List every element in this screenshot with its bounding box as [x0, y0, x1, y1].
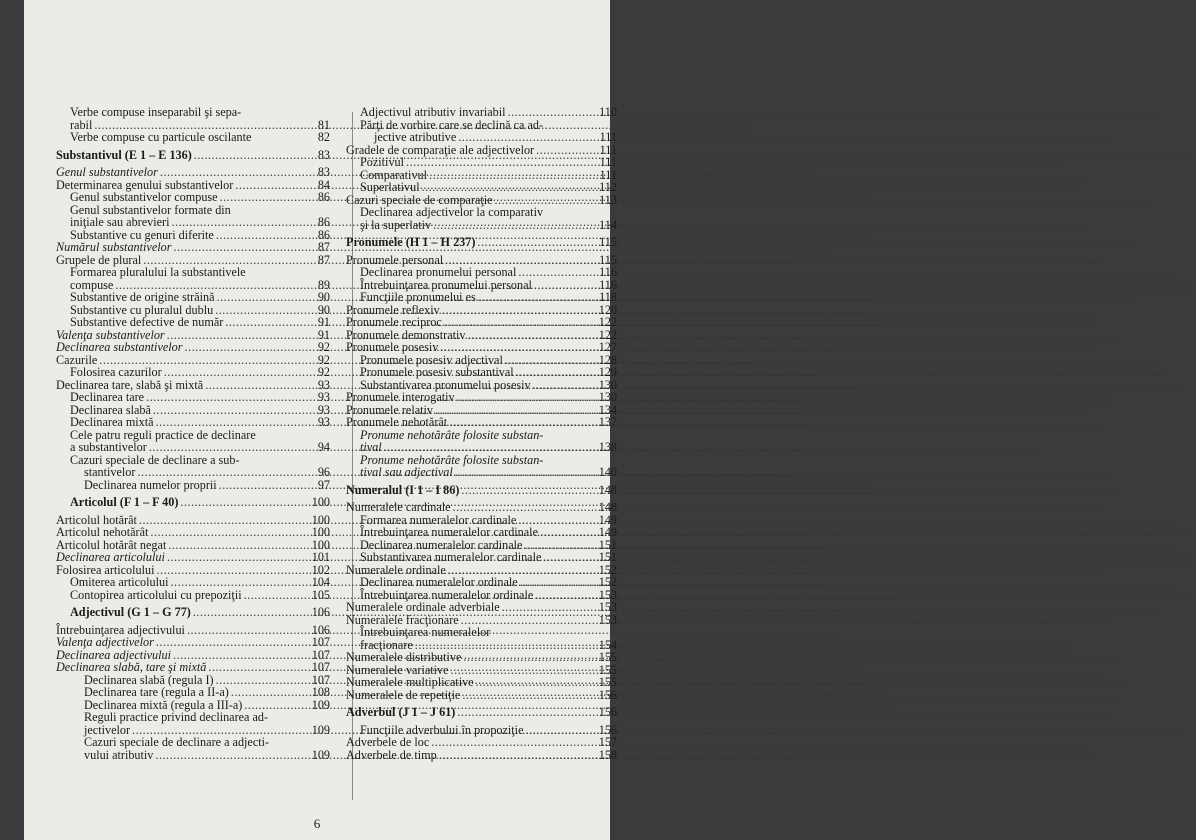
toc-entry: [346, 501, 617, 514]
toc-page-number: 93: [317, 415, 330, 429]
toc-entry: [56, 131, 330, 144]
toc-entry-title: Pronumele personal: [346, 252, 444, 267]
toc-page-number: 89: [317, 277, 330, 292]
toc-entry: [56, 291, 330, 304]
toc-entry-title: Numeralele variative: [346, 662, 449, 677]
toc-entry-continued: Verbe compuse inseparabil şi sepa-: [70, 105, 242, 119]
toc-entry-title: Pozitivul: [360, 155, 405, 169]
toc-entry-continued: Cazuri speciale de declinare a adjecti-: [84, 735, 270, 749]
toc-page-number: 109: [311, 697, 330, 712]
toc-entry-title: Grupele de plural: [56, 252, 142, 267]
toc-page-number: 112: [599, 180, 617, 194]
toc-entry: [56, 686, 330, 699]
toc-page-number: 140: [598, 465, 617, 479]
toc-page-number: 96: [317, 465, 330, 479]
toc-entry-title: tival sau adjectival: [360, 465, 453, 479]
toc-entry-title: Adverbele de loc: [346, 735, 430, 749]
toc-entry-title: Pronumele posesiv adjectival: [360, 352, 503, 367]
toc-entry-title: compuse: [70, 277, 114, 292]
toc-entry: [56, 316, 330, 329]
toc-page-number: 153: [598, 600, 617, 614]
toc-entry: [56, 526, 330, 539]
toc-page-number: 92: [317, 365, 330, 379]
toc-entry: [346, 181, 617, 194]
toc-entry-title: Numeralele fracţionare: [346, 612, 459, 627]
toc-entry-continued: Declinarea adjectivelor la comparativ: [360, 205, 544, 219]
dot-leader: [478, 291, 597, 304]
toc-page-number: 93: [317, 377, 330, 392]
toc-page-number: 111: [599, 130, 617, 144]
toc-entry-title: Determinarea genului substantivelor: [56, 177, 234, 192]
toc-page-number: 120: [598, 302, 617, 317]
toc-page-number: 100: [311, 495, 330, 509]
toc-page-number: 148: [598, 482, 617, 497]
toc-entry: [346, 526, 617, 539]
toc-entry-title: Genul substantivelor: [56, 165, 158, 179]
dot-leader: [463, 651, 596, 664]
dot-leader: [217, 291, 310, 304]
toc-entry-title: Pronumele demonstrativ: [346, 327, 466, 342]
toc-entry: [56, 466, 330, 479]
toc-column-left: [56, 106, 330, 761]
toc-page-number: 83: [317, 165, 330, 179]
toc-entry: [56, 341, 330, 354]
dot-leader: [457, 706, 596, 719]
toc-page-number: 152: [598, 575, 617, 589]
dot-leader: [156, 416, 310, 429]
dot-leader: [194, 149, 310, 162]
dot-leader: [518, 266, 597, 279]
toc-page-number: 91: [317, 327, 330, 342]
dot-leader: [476, 676, 597, 689]
toc-entry-title: Declinarea numelor proprii: [84, 477, 217, 492]
toc-entry-title: Declinarea pronumelui personal: [360, 265, 517, 279]
toc-entry-title: Pronumele relativ: [346, 402, 433, 417]
toc-entry-title: Declinarea articolului: [56, 550, 165, 564]
dot-leader: [225, 316, 310, 329]
dot-leader: [170, 576, 309, 589]
toc-entry-title: jectivelor: [84, 722, 131, 737]
toc-entry-title: Pronumele reciproc: [346, 315, 442, 329]
toc-page-number: 110: [599, 105, 617, 119]
toc-entry-title: Întrebuinţarea pronumelui personal: [360, 277, 532, 292]
toc-entry: [56, 551, 330, 564]
toc-entry-title: Articolul hotărât negat: [56, 537, 167, 552]
toc-page-number: 84: [317, 177, 330, 192]
dot-leader: [461, 484, 596, 497]
toc-page-number: 107: [311, 635, 330, 649]
toc-entry-title: Pronumele reflexiv: [346, 302, 440, 317]
toc-page-number: 100: [311, 537, 330, 552]
toc-entry-title: Articolul nehotărât: [56, 525, 149, 539]
book-page: [24, 0, 617, 840]
toc-entry-title: Substantive cu pluralul dublu: [70, 302, 214, 317]
toc-entry-title: Substantivarea pronumelui posesiv: [360, 377, 531, 392]
toc-entry: [346, 366, 617, 379]
toc-page-number: 158: [598, 747, 617, 762]
toc-page-number: 130: [598, 390, 617, 404]
toc-entry: [346, 391, 617, 404]
toc-entry-title: Declinarea substantivelor: [56, 340, 183, 354]
toc-entry-title: Cazurile: [56, 352, 98, 367]
toc-entry-title: Declinarea mixtă (regula a III-a): [84, 697, 243, 712]
toc-entry: [56, 241, 330, 254]
toc-entry-title: Numeralele cardinale: [346, 500, 451, 514]
toc-entry-title: Contopirea articolului cu prepoziţii: [70, 587, 242, 602]
toc-entry-title: Declinarea mixtă: [70, 415, 154, 429]
toc-entry-title: Numeralele ordinale adverbiale: [346, 600, 500, 614]
dot-leader: [439, 749, 597, 762]
toc-entry-title: Adjectivul (G 1 – G 77): [70, 605, 191, 619]
toc-page-number: 157: [598, 735, 617, 749]
toc-page-number: 105: [311, 587, 330, 602]
toc-page-number: 130: [598, 377, 617, 392]
toc-page-number: 109: [311, 722, 330, 737]
toc-entry-continued: Cazuri speciale de declinare a sub-: [70, 452, 240, 467]
dot-leader: [150, 526, 309, 539]
toc-entry: [56, 479, 330, 492]
toc-entry-title: Numeralele ordinale: [346, 562, 446, 577]
dot-leader: [244, 589, 310, 602]
toc-entry-title: Declinarea numeralelor cardinale: [360, 537, 523, 552]
toc-page-number: 93: [317, 390, 330, 404]
dot-leader: [219, 479, 310, 492]
dot-leader: [508, 106, 597, 119]
toc-page-number: 156: [598, 705, 617, 719]
toc-page-number: 97: [317, 477, 330, 492]
dot-leader: [444, 316, 597, 329]
toc-page-number: 101: [311, 550, 330, 564]
toc-page-number: 151: [598, 550, 617, 564]
toc-page-number: 90: [317, 290, 330, 304]
toc-page-number: 113: [599, 192, 617, 207]
dot-leader: [449, 416, 597, 429]
toc-page-number: 91: [317, 315, 330, 329]
toc-entry: [346, 736, 617, 749]
toc-page-number: 137: [598, 415, 617, 429]
toc-page-number: 90: [317, 302, 330, 317]
toc-entry-title: Declinarea numeralelor ordinale: [360, 575, 518, 589]
dot-leader: [164, 366, 310, 379]
toc-entry-title: Funcţiile pronumelui es: [360, 290, 476, 304]
toc-entry: [56, 441, 330, 454]
dot-leader: [180, 496, 309, 509]
toc-section-heading: [346, 706, 617, 719]
toc-page-number: 107: [311, 647, 330, 662]
dot-leader: [477, 236, 597, 249]
toc-page-number: 127: [598, 340, 617, 354]
toc-page-number: 155: [598, 662, 617, 677]
dot-leader: [431, 736, 596, 749]
toc-page-number: 93: [317, 402, 330, 417]
toc-entry: [346, 601, 617, 614]
toc-entry-continued: Părţi de vorbire care se declină ca ad-: [360, 117, 544, 132]
toc-entry-title: Funcţiile adverbului în propoziţie: [360, 722, 524, 737]
toc-entry: [346, 576, 617, 589]
toc-entry: [346, 266, 617, 279]
toc-entry: [346, 441, 617, 454]
toc-entry-title: Declinarea tare, slabă şi mixtă: [56, 377, 204, 392]
toc-entry-title: Numeralele de repetiţie: [346, 687, 461, 702]
toc-entry-title: Adverbele de timp: [346, 747, 437, 762]
toc-page-number: 86: [317, 190, 330, 204]
toc-entry-title: Substantivarea numeralelor cardinale: [360, 550, 542, 564]
toc-entry-title: Valenţa adjectivelor: [56, 635, 154, 649]
toc-entry-continued: Genul substantivelor formate din: [70, 202, 231, 217]
toc-entry-title: Declinarea tare (regula a II-a): [84, 685, 229, 699]
dot-leader: [155, 749, 309, 762]
toc-entry: [56, 416, 330, 429]
toc-entry-title: Întrebuinţarea numeralelor cardinale: [360, 525, 538, 539]
toc-entry-title: Numeralul (I 1 – I 86): [346, 482, 460, 497]
toc-page-number: 92: [317, 340, 330, 354]
toc-entry-title: Numeralele distributive: [346, 650, 462, 664]
dot-leader: [433, 219, 597, 232]
toc-entry-title: Numeralele multiplicative: [346, 675, 474, 689]
toc-entry-title: Articolul hotărât: [56, 512, 137, 527]
toc-page-number: 155: [598, 675, 617, 689]
toc-entry-title: jective atributive: [374, 130, 457, 144]
toc-page-number: 111: [599, 167, 617, 182]
toc-entry-title: iniţiale sau abrevieri: [70, 215, 170, 229]
toc-entry-continued: Reguli practice privind declinarea ad-: [84, 710, 269, 724]
dot-leader: [440, 341, 596, 354]
toc-entry-title: Declinarea slabă: [70, 402, 151, 417]
toc-page-number: 149: [598, 525, 617, 539]
toc-page-number: 155: [598, 650, 617, 664]
toc-entry-title: Folosirea articolului: [56, 562, 155, 577]
toc-entry: [56, 661, 330, 674]
toc-page-number: 151: [598, 537, 617, 552]
dot-leader: [208, 661, 309, 674]
toc-entry-title: Articolul (F 1 – F 40): [70, 495, 179, 509]
toc-entry-title: Întrebuinţarea numeralelor ordinale: [360, 587, 534, 602]
toc-page-number: 156: [598, 687, 617, 702]
toc-entry: [346, 316, 617, 329]
toc-entry-title: Omiterea articolului: [70, 575, 169, 589]
toc-entry: [346, 131, 617, 144]
dot-leader: [422, 181, 597, 194]
toc-entry-title: Superlativul: [360, 180, 420, 194]
toc-entry: [346, 676, 617, 689]
toc-entry: [346, 466, 617, 479]
toc-page-number: 83: [317, 147, 330, 162]
toc-entry-title: Adverbul (J 1 – J 61): [346, 705, 456, 719]
toc-entry-title: Pronumele interogativ: [346, 390, 455, 404]
toc-entry: [56, 191, 330, 204]
toc-page-number: 100: [311, 512, 330, 527]
toc-entry-title: Pronumele posesiv: [346, 340, 439, 354]
dot-leader: [184, 341, 310, 354]
dot-leader: [543, 551, 596, 564]
toc-entry-title: fracţionare: [360, 637, 413, 652]
page-number: 6: [313, 816, 321, 831]
toc-page-number: 129: [598, 365, 617, 379]
toc-page-number: 111: [599, 142, 617, 157]
toc-entry-title: şi la superlativ: [360, 217, 432, 232]
dot-leader: [540, 526, 597, 539]
toc-page-number: 86: [317, 227, 330, 242]
toc-page-number: 114: [599, 217, 617, 232]
toc-page-number: 138: [598, 440, 617, 454]
toc-entry-title: Gradele de comparaţie ale adjectivelor: [346, 142, 535, 157]
toc-entry: [56, 391, 330, 404]
dot-leader: [453, 501, 597, 514]
toc-entry: [346, 219, 617, 232]
toc-entry-continued: Cele patru reguli practice de declinare: [70, 427, 256, 442]
toc-entry-title: Pronumele nehotărât: [346, 415, 448, 429]
dot-leader: [458, 131, 597, 144]
toc-page-number: 148: [598, 500, 617, 514]
toc-column-right: [346, 106, 617, 761]
toc-page-number: 100: [311, 525, 330, 539]
toc-page-number: 82: [317, 130, 330, 144]
toc-entry: [346, 291, 617, 304]
toc-entry-title: Substantive cu genuri diferite: [70, 227, 214, 242]
toc-entry-title: Adjectivul atributiv invariabil: [360, 105, 506, 119]
toc-page-number: 153: [598, 587, 617, 602]
toc-entry-continued: Întrebuinţarea numeralelor: [360, 625, 491, 639]
toc-entry-title: Declinarea adjectivului: [56, 647, 171, 662]
toc-entry-title: Declinarea tare: [70, 390, 145, 404]
toc-entry-title: Verbe compuse cu particule oscilante: [70, 130, 252, 144]
toc-section-heading: [56, 149, 330, 162]
toc-entry-title: Declinarea slabă (regula I): [84, 672, 214, 687]
toc-page-number: 128: [598, 352, 617, 367]
dot-leader: [457, 391, 597, 404]
dot-leader: [137, 466, 310, 479]
toc-entry-title: Substantive de origine străină: [70, 290, 215, 304]
toc-entry-title: Substantive defective de număr: [70, 315, 224, 329]
dot-leader: [406, 156, 597, 169]
toc-page-number: 86: [317, 215, 330, 229]
toc-page-number: 111: [599, 155, 617, 169]
toc-entry-title: Comparativul: [360, 167, 428, 182]
toc-entry-title: Cazuri speciale de comparaţie: [346, 192, 493, 207]
toc-entry: [56, 366, 330, 379]
toc-entry-title: tival: [360, 440, 382, 454]
dot-leader: [173, 241, 310, 254]
toc-entry: [346, 106, 617, 119]
toc-entry: [346, 416, 617, 429]
toc-section-heading: [346, 236, 617, 249]
toc-section-heading: [346, 484, 617, 497]
toc-page-number: 87: [317, 252, 330, 267]
toc-page-number: 108: [311, 685, 330, 699]
toc-page-number: 106: [311, 605, 330, 619]
toc-entry-title: stantivelor: [84, 465, 136, 479]
toc-entry: [346, 156, 617, 169]
toc-entry-title: Substantivul (E 1 – E 136): [56, 147, 192, 162]
toc-page-number: 134: [598, 402, 617, 417]
dot-leader: [384, 441, 597, 454]
toc-page-number: 154: [598, 637, 617, 652]
toc-entry-continued: Pronume nehotărâte folosite substan-: [360, 427, 544, 442]
toc-entry: [56, 216, 330, 229]
toc-entry-title: Numărul substantivelor: [56, 240, 172, 254]
toc-entry-title: a substantivelor: [70, 440, 147, 454]
toc-page-number: 152: [598, 562, 617, 577]
toc-entry: [56, 749, 330, 762]
toc-entry: [56, 166, 330, 179]
dot-leader: [167, 551, 310, 564]
dot-leader: [520, 576, 597, 589]
dot-leader: [193, 606, 310, 619]
dot-leader: [502, 601, 597, 614]
dot-leader: [516, 366, 597, 379]
dot-leader: [231, 686, 310, 699]
dot-leader: [462, 689, 596, 702]
toc-page-number: 102: [311, 562, 330, 577]
toc-page-number: 109: [311, 747, 330, 762]
toc-entry-title: Declinarea slabă, tare şi mixtă: [56, 660, 207, 674]
toc-page-number: 107: [311, 672, 330, 687]
toc-page-number: 107: [311, 660, 330, 674]
toc-page-number: 149: [598, 512, 617, 527]
toc-entry: [56, 576, 330, 589]
toc-section-heading: [56, 606, 330, 619]
toc-entry-title: vului atributiv: [84, 747, 154, 762]
toc-page-number: 153: [598, 612, 617, 627]
toc-page-number: 106: [311, 622, 330, 637]
toc-page-number: 116: [599, 265, 617, 279]
dot-leader: [220, 191, 310, 204]
toc-entry: [346, 341, 617, 354]
toc-entry-title: Valenţa substantivelor: [56, 327, 165, 342]
toc-entry-title: Folosirea cazurilor: [70, 365, 162, 379]
toc-page-number: 122: [598, 327, 617, 342]
dot-leader: [149, 441, 310, 454]
toc-entry-title: rabil: [70, 117, 93, 132]
toc-page-number: 116: [599, 277, 617, 292]
toc-section-heading: [56, 496, 330, 509]
toc-entry: [346, 651, 617, 664]
toc-page-number: 156: [598, 722, 617, 737]
toc-entry-title: Pronumele posesiv substantival: [360, 365, 514, 379]
toc-entry: [56, 589, 330, 602]
toc-page-number: 115: [599, 252, 617, 267]
toc-entry-title: Pronumele (H 1 – H 237): [346, 235, 476, 249]
toc-page-number: 122: [598, 315, 617, 329]
toc-entry: [56, 636, 330, 649]
toc-entry-continued: Pronume nehotărâte folosite substan-: [360, 452, 544, 467]
toc-page-number: 104: [311, 575, 330, 589]
dot-leader: [146, 391, 310, 404]
toc-page-number: 115: [599, 235, 617, 249]
toc-entry: [346, 689, 617, 702]
toc-page-number: 92: [317, 352, 330, 367]
toc-page-number: 81: [317, 117, 330, 132]
dot-leader: [455, 466, 597, 479]
toc-entry: [346, 551, 617, 564]
dot-leader: [160, 166, 310, 179]
toc-entry-title: Genul substantivelor compuse: [70, 190, 218, 204]
toc-entry-title: Formarea numeralelor cardinale: [360, 512, 517, 527]
dot-leader: [156, 636, 310, 649]
toc-page-number: 87: [317, 240, 330, 254]
toc-entry: [346, 749, 617, 762]
toc-page-number: 94: [317, 440, 330, 454]
toc-entry-title: Întrebuinţarea adjectivului: [56, 622, 185, 637]
toc-entry-continued: Formarea pluralului la substantivele: [70, 265, 246, 279]
toc-page-number: 118: [599, 290, 617, 304]
dot-leader: [172, 216, 311, 229]
